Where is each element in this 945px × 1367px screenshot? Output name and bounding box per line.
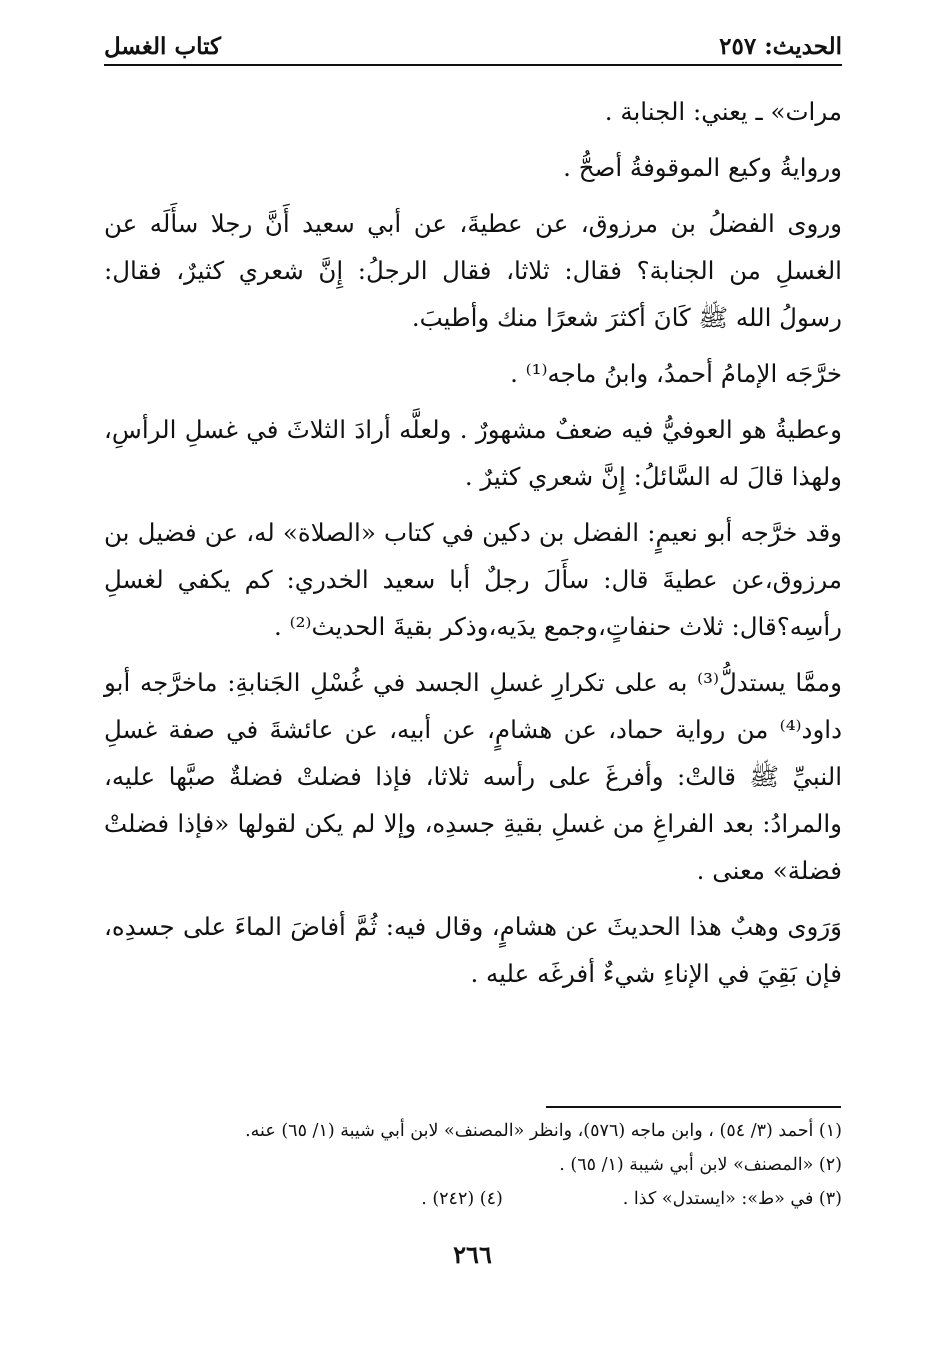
footnote-4: (٤) (٢٤٢) . — [421, 1189, 503, 1209]
page-number: ٢٦٦ — [453, 1240, 492, 1269]
paragraph-1: مرات» ـ يعني: الجنابة . — [604, 97, 842, 126]
footnotes — [104, 1114, 842, 1216]
footnote-1: (١) أحمد (٣/ ٥٤) ، وابن ماجه (٥٧٦)، وانظر «المصنف» لابن أبي شيبة (١/ ٦٥) عنه. — [245, 1121, 842, 1141]
footnote-3: (٣) في «ط»: «ايستدل» كذا . — [622, 1189, 842, 1209]
running-header — [104, 28, 842, 66]
paragraph-6: وقد خرَّجه أبو نعيمٍ: الفضل بن دكين في كتاب «الصلاة» له، عن فضيل بن مرزوق،عن عطيةَ قال: سأَلَ رجلٌ أبا سعيد الخدري: كم يكفي لغسلِ رأسِه؟قال: ثلاث حنفاتٍ،وجمع يدَيه،وذكر بقيةَ الحديث⁽²⁾ . — [104, 518, 842, 641]
paragraph-4: خرَّجَه الإمامُ أحمدُ، وابنُ ماجه⁽¹⁾ . — [510, 359, 842, 388]
paragraph-5: وعطيةُ هو العوفيُّ فيه ضعفٌ مشهورٌ . ولعلَّه أرادَ الثلاثَ في غسلِ الرأسِ، ولهذا قالَ له السَّائلُ: إِنَّ شعري كثيرٌ . — [104, 415, 842, 491]
footnote-divider — [546, 1106, 841, 1108]
footnote-2: (٢) «المصنف» لابن أبي شيبة (١/ ٦٥) . — [559, 1155, 842, 1175]
paragraph-8: وَرَوى وهبٌ هذا الحديثَ عن هشامٍ، وقال فيه: ثُمَّ أفاضَ الماءَ على جسدِه، فإن بَقِيَ في الإناءِ شيءٌ أفرغَه عليه . — [104, 912, 842, 988]
footnote-row-3-4 — [104, 1182, 842, 1216]
paragraph-2: وروايةُ وكيع الموقوفةُ أصحُّ . — [563, 153, 842, 182]
hadith-number: الحديث: ٢٥٧ — [719, 32, 842, 60]
main-text — [104, 88, 842, 1006]
paragraph-3: وروى الفضلُ بن مرزوق، عن عطيةَ، عن أبي سعيد أَنَّ رجلا سأَلَه عن الغسلِ من الجنابة؟ فقال: ثلاثا، فقال الرجلُ: إِنَّ شعري كثيرٌ، فقال: رسولُ الله ﷺ كَانَ أكثرَ شعرًا منك وأطيبَ. — [104, 209, 842, 332]
book-title: كتاب الغسل — [104, 32, 221, 60]
paragraph-7: وممَّا يستدلُّ⁽³⁾ به على تكرارِ غسلِ الجسد في غُسْلِ الجَنابةِ: ماخرَّجه أبو داود⁽⁴⁾ من رواية حماد، عن هشامٍ، عن أبيه، عن عائشةَ في صفة غسلِ النبيِّ ﷺ قالتْ: وأفرغَ على رأسه ثلاثا، فإذا فضلتْ فضلةٌ صبَّها عليه، والمرادُ: بعد الفراغِ من غسلِ بقيةِ جسدِه، وإلا لم يكن لقولها «فإذا فضلتْ فضلة» معنى . — [104, 668, 842, 885]
